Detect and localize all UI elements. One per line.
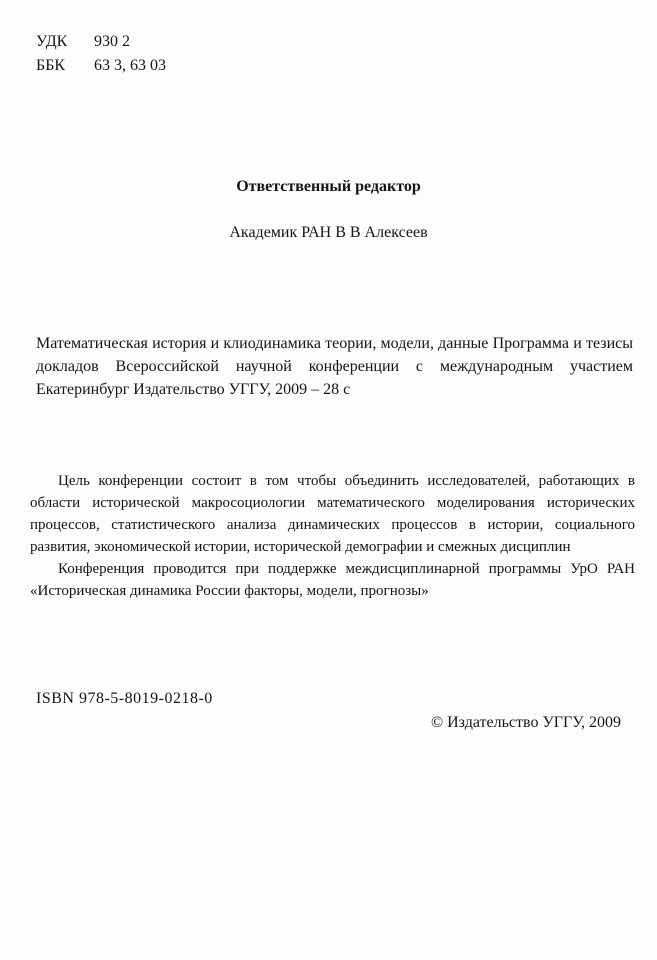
editor-name: Академик РАН В В Алексеев — [229, 224, 428, 241]
editor-block — [0, 178, 657, 242]
udk-value: 930 2 — [94, 33, 130, 50]
classification-codes — [36, 30, 166, 78]
bibliographic-annotation: Математическая история и клиодинамика теории, модели, данные Программа и тезисы докладов Всероссийской научной конференции с международным участием Екатеринбург Издательство УГГУ, 2009 – 28 с — [36, 335, 633, 398]
isbn: ISBN 978-5-8019-0218-0 — [36, 690, 213, 707]
udk-row — [36, 30, 166, 54]
udk-label: УДК — [36, 33, 68, 50]
editor-heading: Ответственный редактор — [236, 178, 421, 195]
copyright-notice: © Издательство УГГУ, 2009 — [430, 714, 621, 731]
bbk-value: 63 3, 63 03 — [94, 57, 166, 74]
abstract-paragraph-2: Конференция проводится при поддержке междисциплинарной программы УрО РАН «Историческая динамика России факторы, модели, прогнозы» — [30, 561, 635, 599]
bbk-row — [36, 54, 166, 78]
abstract-paragraph-1: Цель конференции состоит в том чтобы объединить исследователей, работающих в области исторической макросоциологии математического моделирования исторических процессов, статистического анализа динамических процессов в истории, социального развития, экономической истории, исторической демографии и смежных дисциплин — [30, 473, 635, 555]
bbk-label: ББК — [36, 57, 66, 74]
abstract-block — [30, 470, 635, 602]
